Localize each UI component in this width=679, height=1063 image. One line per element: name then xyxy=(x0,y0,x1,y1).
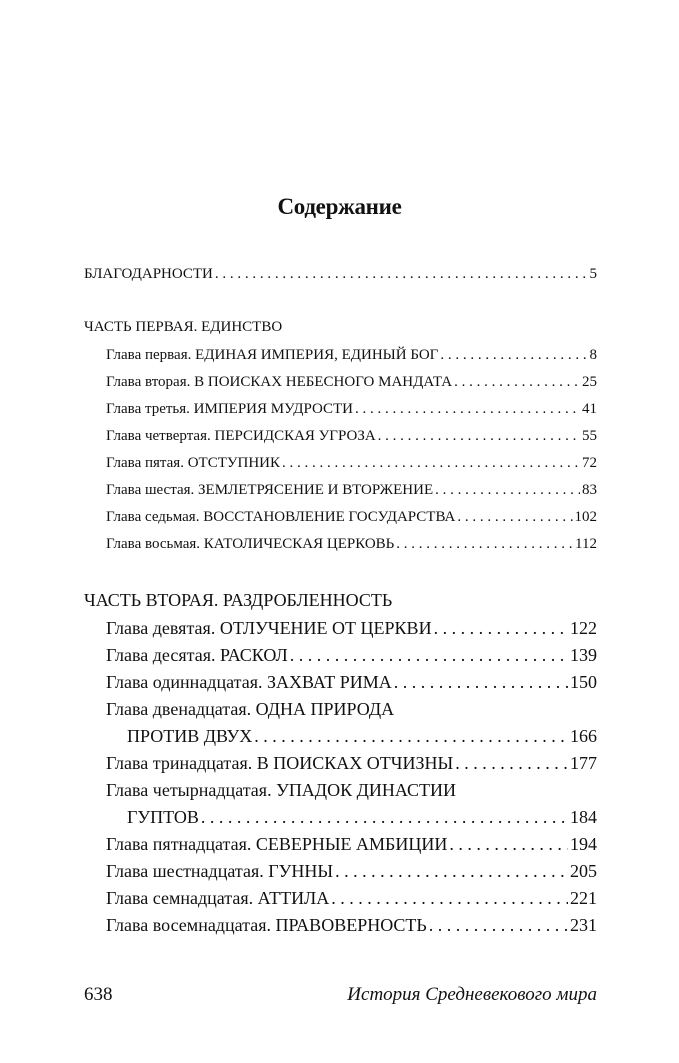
toc-page-number: 194 xyxy=(570,834,597,854)
leader-dots xyxy=(429,915,568,936)
toc-entry-chapter-5[interactable] xyxy=(106,455,597,472)
toc-entry-chapter-11[interactable] xyxy=(106,672,597,693)
leader-dots xyxy=(215,266,588,283)
toc-page-number: 231 xyxy=(570,915,597,935)
toc-entry-chapter-13[interactable] xyxy=(106,753,597,774)
toc-entry-label: Глава десятая. РАСКОЛ xyxy=(106,645,288,665)
leader-dots xyxy=(282,455,580,472)
leader-dots xyxy=(457,509,572,526)
toc-entry-label: БЛАГОДАРНОСТИ xyxy=(84,266,213,282)
toc-entry-chapter-10[interactable] xyxy=(106,645,597,666)
toc-entry-chapter-12[interactable] xyxy=(106,699,597,720)
toc-page-number: 83 xyxy=(582,482,597,498)
leader-dots xyxy=(355,401,580,418)
toc-page-number: 55 xyxy=(582,428,597,444)
toc-page-number: 112 xyxy=(575,536,597,552)
toc-page-number: 221 xyxy=(570,888,597,908)
toc-entry-chapter-12-continued[interactable] xyxy=(127,726,597,747)
toc-entry-continuation: ГУПТОВ xyxy=(127,807,199,827)
toc-entry-chapter-3[interactable] xyxy=(106,401,597,418)
toc-entry-label: Глава пятая. ОТСТУПНИК xyxy=(106,455,280,471)
toc-entry-label: Глава пятнадцатая. СЕВЕРНЫЕ АМБИЦИИ xyxy=(106,834,448,854)
toc-entry-chapter-9[interactable] xyxy=(106,618,597,639)
part-heading-2 xyxy=(84,590,597,611)
leader-dots xyxy=(396,536,573,553)
toc-entry-chapter-14-continued[interactable] xyxy=(127,807,597,828)
leader-dots xyxy=(394,672,568,693)
toc-entry-chapter-6[interactable] xyxy=(106,482,597,499)
toc-entry-label: Глава тринадцатая. В ПОИСКАХ ОТЧИЗНЫ xyxy=(106,753,454,773)
leader-dots xyxy=(454,374,580,391)
toc-page-number: 5 xyxy=(589,266,597,282)
toc-page-number: 150 xyxy=(570,672,597,692)
toc-page-number: 139 xyxy=(570,645,597,665)
leader-dots xyxy=(440,347,587,364)
toc-entry-chapter-16[interactable] xyxy=(106,861,597,882)
leader-dots xyxy=(434,618,568,639)
toc-entry-label: Глава седьмая. ВОССТАНОВЛЕНИЕ ГОСУДАРСТВА xyxy=(106,509,456,525)
toc-entry-label: Глава первая. ЕДИНАЯ ИМПЕРИЯ, ЕДИНЫЙ БОГ xyxy=(106,347,439,363)
toc-page-number: 184 xyxy=(570,807,597,827)
toc-entry-chapter-15[interactable] xyxy=(106,834,597,855)
toc-entry-chapter-2[interactable] xyxy=(106,374,597,391)
toc-page-number: 72 xyxy=(582,455,597,471)
toc-entry-label: Глава девятая. ОТЛУЧЕНИЕ ОТ ЦЕРКВИ xyxy=(106,618,432,638)
toc-entry-chapter-7[interactable] xyxy=(106,509,597,526)
toc-entry-label: Глава одиннадцатая. ЗАХВАТ РИМА xyxy=(106,672,392,692)
toc-page-number: 41 xyxy=(582,401,597,417)
toc-entry-chapter-8[interactable] xyxy=(106,536,597,553)
toc-page-number: 166 xyxy=(570,726,597,746)
toc-entry-label: Глава восьмая. КАТОЛИЧЕСКАЯ ЦЕРКОВЬ xyxy=(106,536,395,552)
toc-page-number: 8 xyxy=(589,347,597,363)
toc-page-number: 205 xyxy=(570,861,597,881)
toc-entry-acknowledgements[interactable] xyxy=(84,266,597,283)
toc-entry-chapter-18[interactable] xyxy=(106,915,597,936)
leader-dots xyxy=(455,753,568,774)
toc-page-number: 102 xyxy=(574,509,597,525)
leader-dots xyxy=(331,888,568,909)
toc-entry-chapter-1[interactable] xyxy=(106,347,597,364)
leader-dots xyxy=(290,645,568,666)
leader-dots xyxy=(449,834,568,855)
toc-page-number: 122 xyxy=(570,618,597,638)
toc-entry-label: Глава восемнадцатая. ПРАВОВЕРНОСТЬ xyxy=(106,915,427,935)
footer-page-number: 638 xyxy=(84,984,113,1005)
leader-dots xyxy=(435,482,580,499)
toc-entry-label: Глава третья. ИМПЕРИЯ МУДРОСТИ xyxy=(106,401,353,417)
toc-entry-label: Глава шестнадцатая. ГУННЫ xyxy=(106,861,334,881)
part-heading-1 xyxy=(84,319,597,336)
leader-dots xyxy=(254,726,568,747)
leader-dots xyxy=(335,861,568,882)
part-heading-label: ЧАСТЬ ПЕРВАЯ. ЕДИНСТВО xyxy=(84,319,283,335)
toc-page-number: 25 xyxy=(582,374,597,390)
page-title: Содержание xyxy=(277,194,402,219)
toc-entry-label: Глава двенадцатая. ОДНА ПРИРОДА xyxy=(106,699,395,719)
toc-entry-chapter-4[interactable] xyxy=(106,428,597,445)
toc-entry-chapter-17[interactable] xyxy=(106,888,597,909)
page-footer xyxy=(84,984,597,1006)
toc-page-number: 177 xyxy=(570,753,597,773)
part-heading-label: ЧАСТЬ ВТОРАЯ. РАЗДРОБЛЕННОСТЬ xyxy=(84,590,393,610)
toc-entry-label: Глава четырнадцатая. УПАДОК ДИНАСТИИ xyxy=(106,780,456,800)
toc-entry-label: Глава вторая. В ПОИСКАХ НЕБЕСНОГО МАНДАТА xyxy=(106,374,453,390)
leader-dots xyxy=(201,807,568,828)
toc-entry-label: Глава шестая. ЗЕМЛЕТРЯСЕНИЕ И ВТОРЖЕНИЕ xyxy=(106,482,434,498)
footer-book-title: История Средневекового мира xyxy=(347,984,597,1005)
toc-entry-chapter-14[interactable] xyxy=(106,780,597,801)
leader-dots xyxy=(378,428,580,445)
toc-entry-label: Глава семнадцатая. АТТИЛА xyxy=(106,888,330,908)
toc-entry-continuation: ПРОТИВ ДВУХ xyxy=(127,726,253,746)
toc-entry-label: Глава четвертая. ПЕРСИДСКАЯ УГРОЗА xyxy=(106,428,376,444)
